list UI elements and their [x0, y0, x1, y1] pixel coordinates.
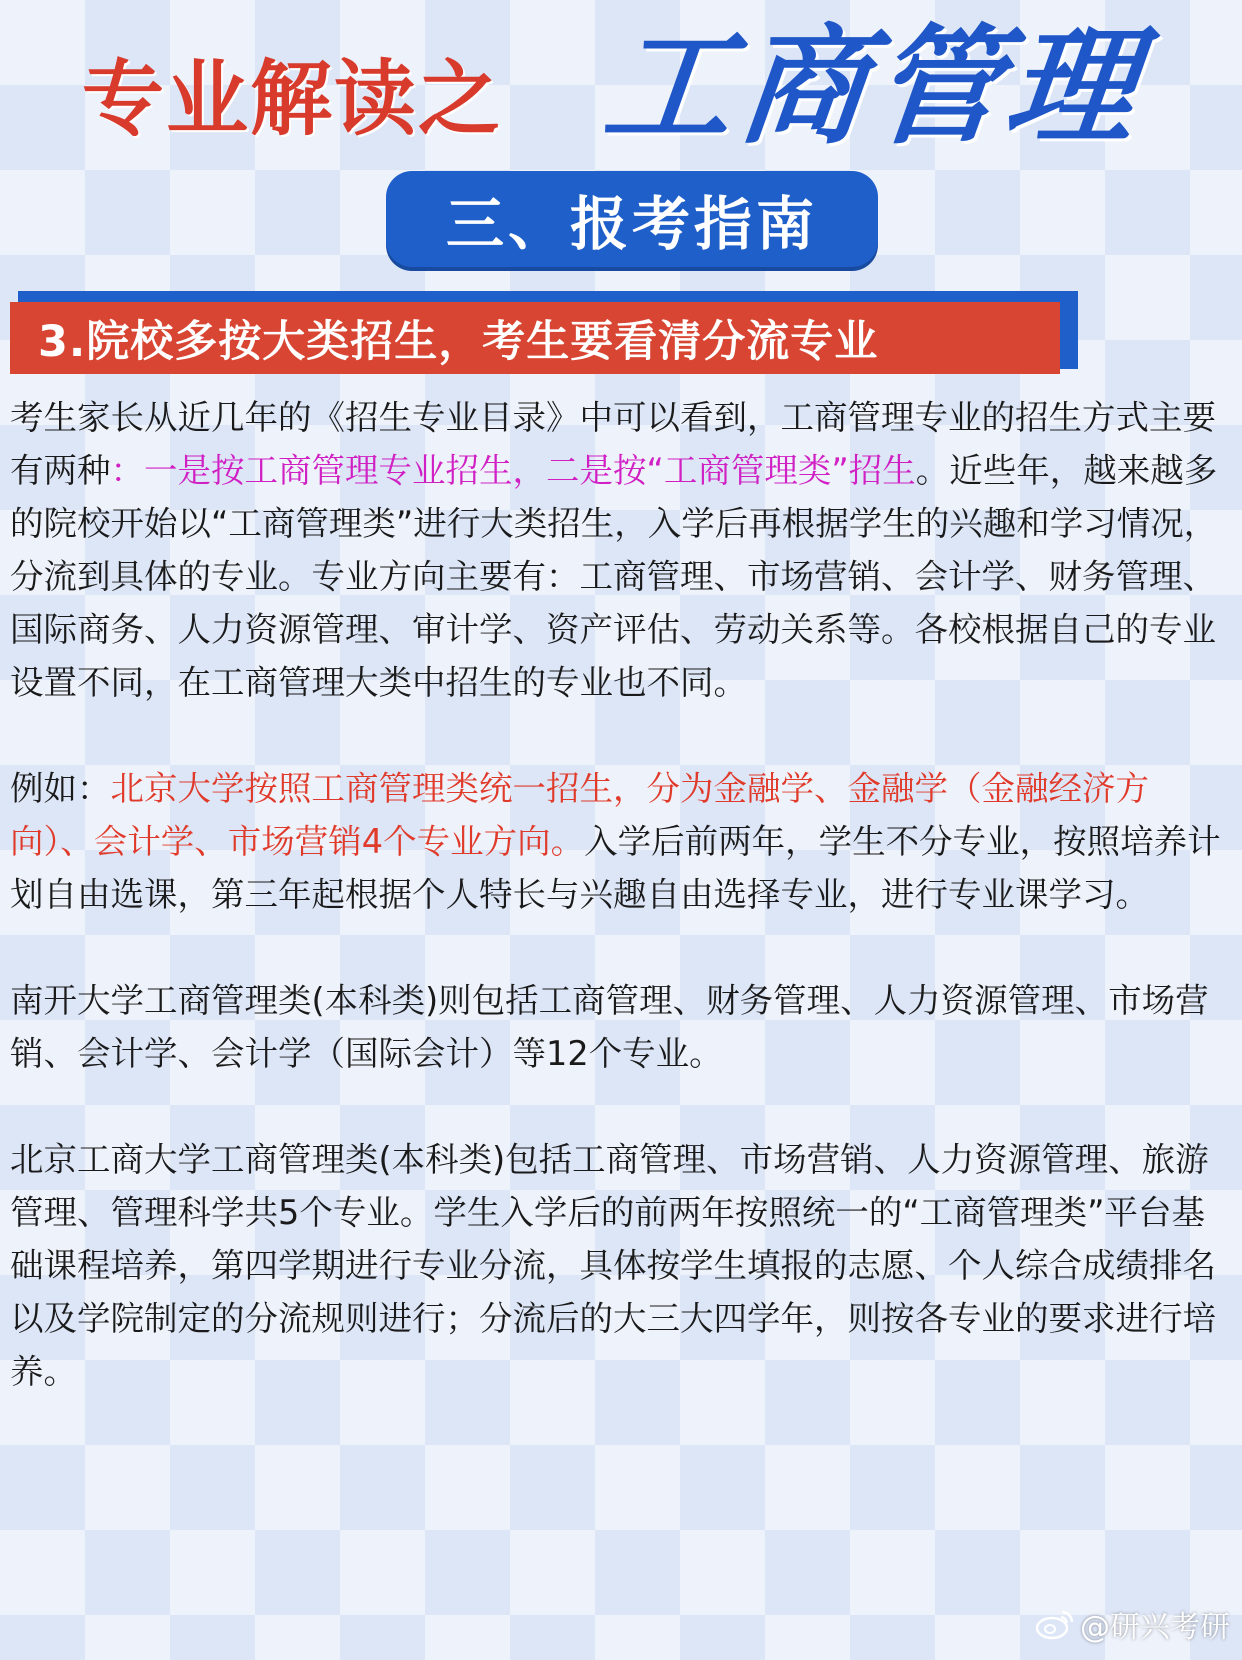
page-header: [0, 8, 1242, 178]
p1-highlight: ：一是按工商管理专业招生，二是按“工商管理类”招生: [110, 451, 916, 490]
paragraph-3: 南开大学工商管理类(本科类)则包括工商管理、财务管理、人力资源管理、市场营销、会计学、会计学（国际会计）等12个专业。: [10, 981, 1209, 1073]
p2-text-c: 入学后前两年，学生不分专业，按照培养计划自由选课，第三年起根据个人特长与兴趣自由选择专业，进行专业课学习。: [10, 822, 1221, 914]
section-pill: [386, 171, 878, 267]
watermark-text: @研兴考研: [1080, 1610, 1230, 1645]
watermark: [1034, 1602, 1230, 1646]
p2-highlight: 北京大学按照工商管理类统一招生，分为金融学、金融学（金融经济方向）、会计学、市场营销4个专业方向。: [10, 769, 1149, 861]
weibo-icon: [1034, 1606, 1076, 1642]
title-prefix: 专业解读之: [82, 52, 503, 147]
paragraph-2: [10, 762, 1232, 921]
p1-text-a: 考生家长从近几年的《招生专业目录》中可以看到，工商管理专业的招生方式主要有两种: [10, 398, 1216, 490]
title-major: 工商管理: [597, 12, 1149, 162]
banner-title: 3.院校多按大类招生，考生要看清分流专业: [38, 316, 879, 367]
section-pill-label: 三、报考指南: [445, 190, 818, 258]
p2-text-a: 例如：: [10, 769, 111, 808]
section-banner: [10, 302, 1060, 374]
p1-text-c: 。近些年，越来越多的院校开始以“工商管理类”进行大类招生，入学后再根据学生的兴趣和学习情况，分流到具体的专业。专业方向主要有：工商管理、市场营销、会计学、财务管理、国际商务、人力资源管理、审计学、资产评估、劳动关系等。各校根据自己的专业设置不同，在工商管理大类中招生的专业也不同。: [10, 451, 1218, 702]
article-body: [10, 391, 1232, 1451]
paragraph-1: [10, 391, 1232, 709]
paragraph-4: 北京工商大学工商管理类(本科类)包括工商管理、市场营销、人力资源管理、旅游管理、管理科学共5个专业。学生入学后的前两年按照统一的“工商管理类”平台基础课程培养，第四学期进行专业分流，具体按学生填报的志愿、个人综合成绩排名以及学院制定的分流规则进行；分流后的大三大四学年，则按各专业的要求进行培养。: [10, 1140, 1216, 1391]
